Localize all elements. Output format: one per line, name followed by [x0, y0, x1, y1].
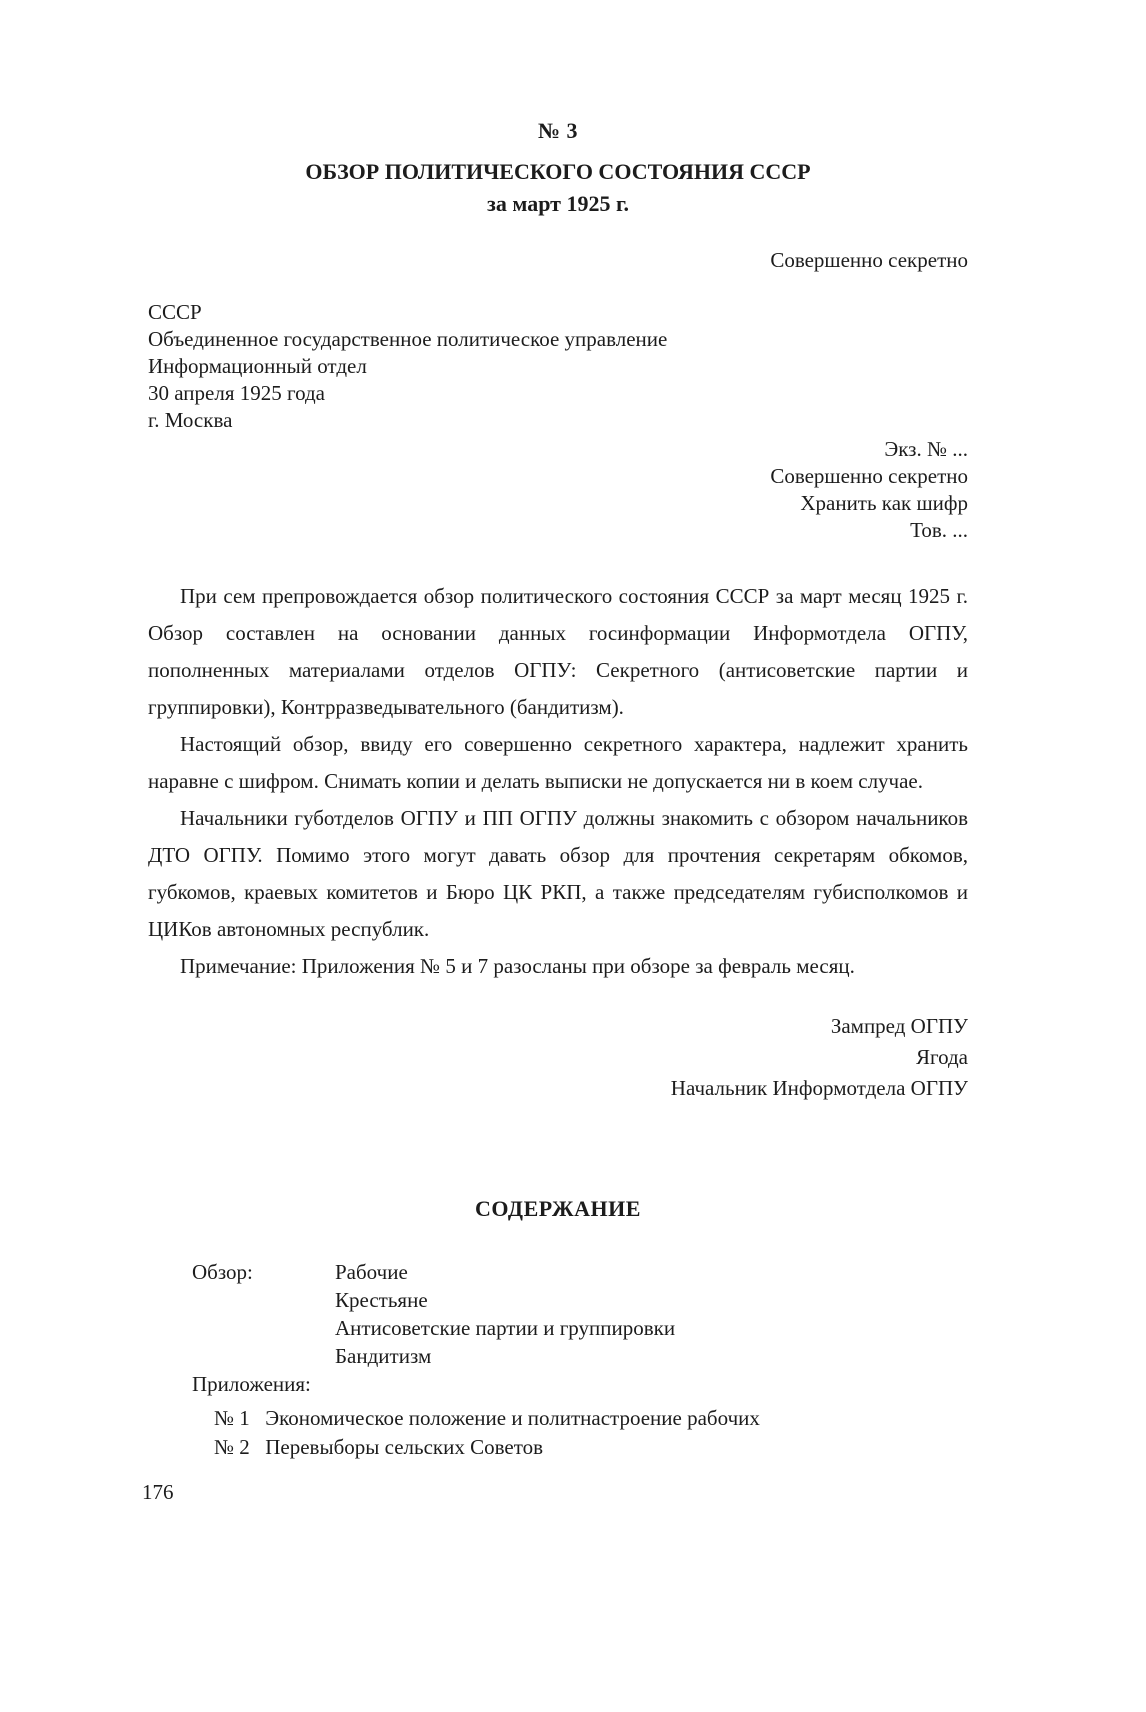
- sender-line-date: 30 апреля 1925 года: [148, 381, 325, 405]
- body-paragraph-2: Настоящий обзор, ввиду его совершенно секретного характера, надлежит хранить наравне с шифром. Снимать копии и делать выписки не допускается ни в коем случае.: [148, 732, 968, 793]
- signature-position-chief: Начальник Информотдела ОГПУ: [670, 1076, 968, 1100]
- sender-line-country: СССР: [148, 300, 202, 324]
- signature-block: [148, 1011, 968, 1104]
- appendix-number-1: № 1: [214, 1406, 250, 1430]
- stamp-line-cipher: Хранить как шифр: [800, 491, 968, 515]
- contents-item-antisoviet: Антисоветские партии и группировки: [335, 1316, 676, 1340]
- doc-number: № 3: [537, 118, 579, 143]
- sender-line-city: г. Москва: [148, 408, 233, 432]
- page-number: 176: [142, 1480, 174, 1504]
- secret-stamp-top: Совершенно секретно: [770, 248, 968, 272]
- contents-heading: СОДЕРЖАНИЕ: [475, 1196, 641, 1221]
- contents-body: [148, 1258, 968, 1462]
- doc-title: [148, 156, 968, 220]
- appendix-item-2: [214, 1433, 968, 1462]
- body-text: [148, 578, 968, 985]
- body-paragraph-1: При сем препровождается обзор политического состояния СССР за март месяц 1925 г. Обзор составлен на основании данных госинформации Информотдела ОГПУ, пополненных материалами отделов ОГПУ: Секретного (антисоветские партии и группировки), Контрразведывательного (бандитизм).: [148, 584, 968, 719]
- stamp-line-exemplar: Экз. № ...: [884, 437, 968, 461]
- signature-position-deputy: Зампред ОГПУ: [830, 1014, 968, 1038]
- appendix-label: Приложения:: [192, 1372, 311, 1396]
- contents-item-workers: Рабочие: [335, 1260, 408, 1284]
- contents-review-label: Обзор:: [192, 1260, 253, 1284]
- sender-block: [148, 299, 968, 434]
- stamp-line-secret: Совершенно секретно: [770, 464, 968, 488]
- appendix-items: [148, 1404, 968, 1462]
- contents-review-row: [148, 1258, 968, 1370]
- appendix-title-2: Перевыборы сельских Советов: [265, 1435, 544, 1459]
- signature-name-yagoda: Ягода: [916, 1045, 968, 1069]
- body-paragraph-note: Примечание: Приложения № 5 и 7 разосланы при обзоре за февраль месяц.: [180, 954, 855, 978]
- sender-line-department: Информационный отдел: [148, 354, 367, 378]
- appendix-title-1: Экономическое положение и политнастроение рабочих: [265, 1406, 760, 1430]
- sender-line-org: Объединенное государственное политическое управление: [148, 327, 668, 351]
- body-paragraph-3: Начальники губотделов ОГПУ и ПП ОГПУ должны знакомить с обзором начальников ДТО ОГПУ. Помимо этого могут давать обзор для прочтения секретарям обкомов, губкомов, краевых комитетов и Бюро ЦК РКП, а также председателям губисполкомов и ЦИКов автономных республик.: [148, 806, 968, 941]
- contents-review-items: [335, 1258, 968, 1370]
- contents-item-peasants: Крестьяне: [335, 1288, 428, 1312]
- doc-title-line2: за март 1925 г.: [487, 191, 629, 216]
- appendix-number-2: № 2: [214, 1435, 250, 1459]
- contents-item-banditry: Бандитизм: [335, 1344, 432, 1368]
- appendix-item-1: [214, 1404, 968, 1433]
- exemplar-stamp-block: [148, 436, 968, 544]
- doc-title-line1: ОБЗОР ПОЛИТИЧЕСКОГО СОСТОЯНИЯ СССР: [305, 159, 811, 184]
- stamp-line-addressee: Тов. ...: [910, 518, 968, 542]
